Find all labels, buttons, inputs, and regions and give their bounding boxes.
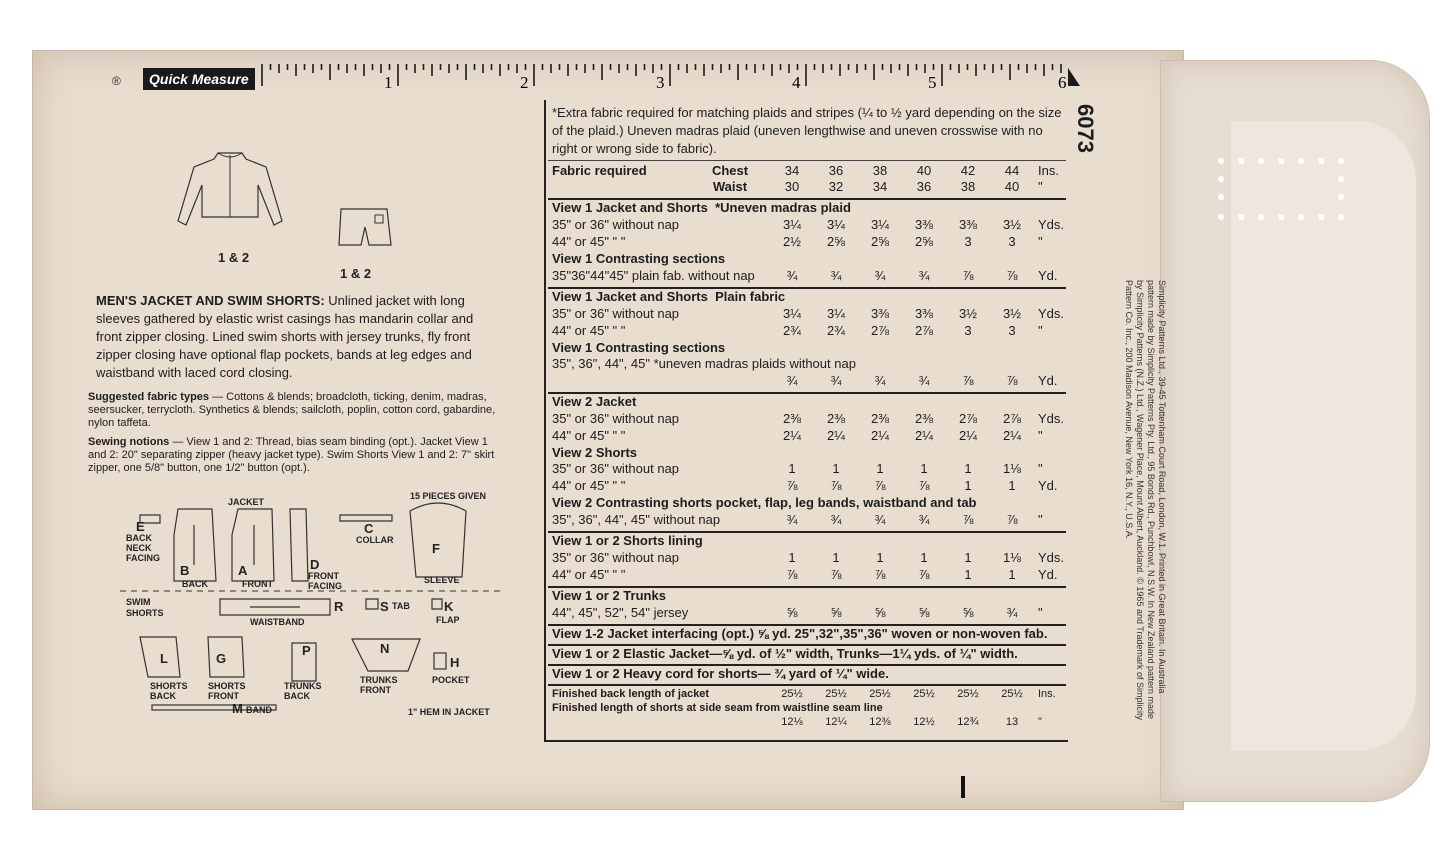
yardage-cell: 2¾ xyxy=(826,323,846,338)
length-cell: 25½ xyxy=(913,688,935,700)
length-cell: 12⅜ xyxy=(869,716,891,728)
row-label: 35" or 36" without nap xyxy=(552,411,680,426)
unit: Yds. xyxy=(1038,217,1065,232)
table-row xyxy=(552,234,1067,251)
row-label: 35", 36", 44", 45" without nap xyxy=(552,512,721,527)
yardage-cell: ⅝ xyxy=(918,605,930,620)
yardage-cell: 2⅝ xyxy=(870,234,890,249)
shorts-length-values xyxy=(552,716,1067,733)
row-label: 44" or 45" " " xyxy=(552,428,626,443)
table-row xyxy=(552,478,1067,495)
length-cell: 12½ xyxy=(913,716,935,728)
plain-fabric-label: Plain fabric xyxy=(715,289,786,304)
piece-G-label: SHORTS FRONT xyxy=(208,681,246,701)
fabric-notions xyxy=(88,391,498,481)
yardage-cell: 3¼ xyxy=(826,217,846,232)
perforation-hole xyxy=(1338,194,1344,200)
yardage-cell: 2⅞ xyxy=(870,323,890,338)
quick-measure-label: Quick Measure xyxy=(143,68,255,90)
jacket-view-label: 1 & 2 xyxy=(218,250,250,265)
yardage-cell: 3¼ xyxy=(870,217,890,232)
registered-mark: ® xyxy=(112,74,121,88)
piece-D: D xyxy=(310,557,320,572)
table-row xyxy=(552,605,1067,622)
view1-contrast2-heading: View 1 Contrasting sections xyxy=(552,340,726,355)
yardage-cell: ¾ xyxy=(918,373,930,388)
length-cell: 25½ xyxy=(1001,688,1023,700)
table-row xyxy=(552,567,1067,584)
yardage-cell: ⅞ xyxy=(1006,268,1018,283)
yardage-cell: ⅞ xyxy=(1006,373,1018,388)
publisher-text: Simplicity Patterns Ltd., 39-45 Tottenham Court Road, London, W.1. Printed in Great Britain. In Australia pattern made by Simplicity Patterns Pty. Ltd., 95 Bonds Rd., Punchbowl, N.S.W. In New Zealand pattern made by Simplicity Patterns (N.Z.) Ltd., Wagener Place, Mount Albert, Auckland. © 1965 and Trademark of Simplicity Pattern Co. Inc., 200 Madison Avenue, New York 16, N.Y., U.S.A. xyxy=(1124,280,1167,720)
fold-mark xyxy=(961,776,965,798)
unit: " xyxy=(1038,716,1042,728)
row-label: 35" or 36" without nap xyxy=(552,306,680,321)
trunks-heading: View 1 or 2 Trunks xyxy=(552,588,666,603)
yardage-cell: ¾ xyxy=(1006,605,1018,620)
perforation-hole xyxy=(1278,214,1284,220)
piece-F: F xyxy=(432,541,440,556)
unit: Yd. xyxy=(1038,268,1058,283)
yardage-cell: ¾ xyxy=(786,512,798,527)
yardage-cell: 1 xyxy=(788,461,796,476)
length-cell: 25½ xyxy=(825,688,847,700)
piece-S-label: TAB xyxy=(392,601,410,611)
yardage-cell: 1 xyxy=(876,461,884,476)
yardage-cell: 3½ xyxy=(1002,217,1022,232)
yardage-cell: ⅞ xyxy=(874,567,886,582)
shorts-length-label: Finished length of shorts at side seam from waistline seam line xyxy=(552,702,883,714)
unit: " xyxy=(1038,605,1043,620)
yardage-cell: ⅞ xyxy=(962,268,974,283)
yardage-cell: 3¼ xyxy=(782,217,802,232)
yardage-cell: ⅝ xyxy=(962,605,974,620)
yardage-cell: 2⅜ xyxy=(826,411,846,426)
yardage-cell: 1 xyxy=(1008,478,1016,493)
piece-P-label: TRUNKS BACK xyxy=(284,681,322,701)
fabric-required-label: Fabric required xyxy=(552,163,647,178)
yardage-cell: 3½ xyxy=(958,306,978,321)
yardage-cell: 1 xyxy=(1008,567,1016,582)
waist-label: Waist xyxy=(712,179,748,194)
unit: " xyxy=(1038,179,1043,194)
piece-L-label: SHORTS BACK xyxy=(150,681,188,701)
perforation-hole xyxy=(1258,214,1264,220)
length-cell: 13 xyxy=(1005,716,1019,728)
table-row xyxy=(552,323,1067,340)
yardage-cell: 3⅜ xyxy=(870,306,890,321)
yardage-cell: 1 xyxy=(964,550,972,565)
ruler-arrow-icon xyxy=(1068,68,1080,86)
ruler-number: 1 xyxy=(384,73,393,92)
yardage-cell: 3¼ xyxy=(826,306,846,321)
size-cell: 34 xyxy=(784,163,800,178)
unit: Yd. xyxy=(1038,567,1058,582)
unit: " xyxy=(1038,234,1043,249)
table-row xyxy=(552,356,1067,373)
yardage-cell: 1 xyxy=(964,461,972,476)
yardage-cell: 2¼ xyxy=(914,428,934,443)
yardage-cell: 1 xyxy=(964,478,972,493)
yardage-cell: ⅞ xyxy=(830,478,842,493)
description-body: Unlined jacket with long sleeves gathered by elastic wrist casings has mandarin collar and front zipper closing. Lined swim shorts with jersey trunks, fly front zipper closing have optional flap pockets, bands at leg edges and waistband with laced cord closing. xyxy=(96,293,474,380)
ruler-number: 2 xyxy=(520,73,529,92)
section-heading xyxy=(552,495,1067,512)
hem-note: 1" HEM IN JACKET xyxy=(408,707,490,717)
yardage-cell: 3⅜ xyxy=(958,217,978,232)
table-row xyxy=(552,411,1067,428)
size-cell: 34 xyxy=(872,179,888,194)
view1-jacket-shorts-heading: View 1 Jacket and Shorts xyxy=(552,200,708,215)
notions-body: — View 1 and 2: Thread, bias seam binding (opt.). Jacket View 1 and 2: 20" separating zipper (heavy jacket type). Swim Shorts View 1 and 2: 7" skirt zipper, one 5/8" button, one 1/2" button (opt.). xyxy=(88,436,495,474)
yardage-cell: 3⅜ xyxy=(914,217,934,232)
chest-label: Chest xyxy=(711,163,749,178)
table-row xyxy=(552,550,1067,567)
perforation-hole xyxy=(1238,158,1244,164)
piece-R: R xyxy=(334,599,344,614)
pattern-number xyxy=(1068,100,1098,170)
yardage-cell: 1 xyxy=(788,550,796,565)
shorts-view-label: 1 & 2 xyxy=(340,266,372,281)
ruler-number: 3 xyxy=(656,73,665,92)
length-cell: 25½ xyxy=(781,688,803,700)
size-cell: 38 xyxy=(872,163,888,178)
perforation-hole xyxy=(1278,158,1284,164)
piece-A: A xyxy=(238,563,248,578)
unit: Yds. xyxy=(1038,306,1065,321)
perforation-hole xyxy=(1258,158,1264,164)
size-cell: 40 xyxy=(1004,179,1020,194)
yardage-cell: ⅞ xyxy=(786,478,798,493)
yardage-cell: 1 xyxy=(876,550,884,565)
row-label: 35", 36", 44", 45" *uneven madras plaids without nap xyxy=(552,356,856,371)
view2-shorts-heading: View 2 Shorts xyxy=(552,445,638,460)
row-label: 44", 45", 52", 54" jersey xyxy=(552,605,689,620)
fabric-types-body: — Cottons & blends; broadcloth, ticking, denim, madras, seersucker, terrycloth. Synthetics & blends; sailcloth, poplin, cotton cord, gabardine, nylon taffeta. xyxy=(88,391,496,429)
elastic-text: View 1 or 2 Elastic Jacket—⅝ yd. of ½" width, Trunks—1¼ yds. of ¼" width. xyxy=(552,646,1018,661)
cord-row xyxy=(552,666,1067,683)
view2-contrast-heading: View 2 Contrasting shorts pocket, flap, leg bands, waistband and tab xyxy=(552,495,977,510)
waist-row xyxy=(552,179,1067,196)
yardage-cell: 3 xyxy=(964,234,972,249)
piece-G: G xyxy=(216,651,227,666)
table-row xyxy=(552,373,1067,390)
perforation-hole xyxy=(1338,214,1344,220)
row-label: 35" or 36" without nap xyxy=(552,550,680,565)
perforation-hole xyxy=(1238,214,1244,220)
back-length-label: Finished back length of jacket xyxy=(552,688,710,700)
yardage-cell: ¾ xyxy=(786,268,798,283)
yardage-cell: 2¼ xyxy=(782,428,802,443)
table-row xyxy=(552,268,1067,285)
yardage-cell: ⅞ xyxy=(830,567,842,582)
unit: " xyxy=(1038,512,1043,527)
perforation-hole xyxy=(1318,158,1324,164)
section-heading xyxy=(552,340,1067,357)
yardage-cell: 2⅜ xyxy=(870,411,890,426)
row-label: 44" or 45" " " xyxy=(552,478,626,493)
yardage-cell: ⅞ xyxy=(918,478,930,493)
yardage-cell: ⅞ xyxy=(962,512,974,527)
perforation-hole xyxy=(1298,158,1304,164)
yardage-cell: 1 xyxy=(964,567,972,582)
perforation-hole xyxy=(1218,194,1224,200)
yardage-cell: 2¼ xyxy=(958,428,978,443)
yardage-cell: ⅞ xyxy=(874,478,886,493)
size-cell: 40 xyxy=(916,163,932,178)
yardage-cell: ⅞ xyxy=(918,567,930,582)
uneven-plaid-note: *Uneven madras plaid xyxy=(715,200,851,215)
piece-S: S xyxy=(380,599,389,614)
piece-swim-heading: SWIM SHORTS xyxy=(126,597,164,618)
yardage-cell: 2⅞ xyxy=(1002,411,1022,426)
perforation-hole xyxy=(1218,176,1224,182)
notions-title: Sewing notions xyxy=(88,436,170,448)
piece-D-label: FRONT FACING xyxy=(308,571,343,591)
yardage-cell: ⅞ xyxy=(962,373,974,388)
piece-M: M xyxy=(232,701,243,716)
yardage-cell: 3 xyxy=(1008,323,1016,338)
size-cell: 32 xyxy=(828,179,844,194)
yardage-cell: 1⅛ xyxy=(1002,550,1022,565)
description-title: MEN'S JACKET AND SWIM SHORTS: xyxy=(96,293,325,308)
unit: " xyxy=(1038,461,1043,476)
yardage-cell: 1 xyxy=(920,461,928,476)
yardage-cell: 1 xyxy=(920,550,928,565)
length-cell: 12¼ xyxy=(825,716,847,728)
table-row xyxy=(552,512,1067,529)
yardage-cell: 2¼ xyxy=(826,428,846,443)
yardage-cell: ¾ xyxy=(874,373,886,388)
length-cell: 12⅛ xyxy=(781,716,803,728)
yardage-cell: ¾ xyxy=(918,512,930,527)
piece-H: H xyxy=(450,655,460,670)
table-row xyxy=(552,428,1067,445)
unit: Yd. xyxy=(1038,478,1058,493)
piece-F-label: SLEEVE xyxy=(424,575,460,585)
yardage-cell: 2⅜ xyxy=(914,411,934,426)
unit: Ins. xyxy=(1038,688,1056,700)
length-cell: 25½ xyxy=(957,688,979,700)
piece-R-label: WAISTBAND xyxy=(250,617,305,627)
yardage-cell: ¾ xyxy=(874,512,886,527)
row-label: 35" or 36" without nap xyxy=(552,217,680,232)
yardage-cell: ¾ xyxy=(786,373,798,388)
table-row xyxy=(552,217,1067,234)
section-heading xyxy=(552,200,1067,217)
perforation-hole xyxy=(1318,214,1324,220)
yardage-cell: 2⅝ xyxy=(914,234,934,249)
row-label: 35" or 36" without nap xyxy=(552,461,680,476)
piece-L: L xyxy=(160,651,168,666)
piece-E-label: BACK NECK FACING xyxy=(126,533,161,563)
fabric-types-title: Suggested fabric types xyxy=(88,391,210,403)
piece-given-count: 15 PIECES GIVEN xyxy=(410,491,487,501)
pattern-pieces-diagram xyxy=(120,491,500,725)
perforation-hole xyxy=(1338,176,1344,182)
yardage-cell: 3⅜ xyxy=(914,306,934,321)
size-cell: 38 xyxy=(960,179,976,194)
yardage-cell: ¾ xyxy=(830,373,842,388)
size-cell: 44 xyxy=(1004,163,1020,178)
size-cell: 42 xyxy=(960,163,976,178)
yardage-cell: ⅝ xyxy=(874,605,886,620)
yardage-cell: 2¼ xyxy=(1002,428,1022,443)
divider xyxy=(548,160,1066,161)
piece-H-label: POCKET xyxy=(432,675,470,685)
yardage-cell: ⅝ xyxy=(786,605,798,620)
interfacing-row xyxy=(552,626,1067,643)
pattern-description xyxy=(96,292,496,382)
size-cell: 36 xyxy=(916,179,932,194)
yardage-cell: 1 xyxy=(832,461,840,476)
view1-plain-heading: View 1 Jacket and Shorts xyxy=(552,289,708,304)
yardage-cell: 2½ xyxy=(782,234,802,249)
perforation-hole xyxy=(1298,214,1304,220)
piece-E: E xyxy=(136,519,145,534)
size-cell: 30 xyxy=(784,179,800,194)
length-cell: 12¾ xyxy=(957,716,979,728)
interfacing-text: View 1-2 Jacket interfacing (opt.) ⅝ yd. 25",32",35",36" woven or non-woven fab. xyxy=(552,626,1048,641)
perforation-hole xyxy=(1338,158,1344,164)
yardage-cell: 2¼ xyxy=(870,428,890,443)
section-heading xyxy=(552,533,1067,550)
plaid-note: *Extra fabric required for matching plaids and stripes (¼ to ½ yard depending on the size of the plaid.) Uneven madras plaid (uneven lengthwise and uneven crosswise with no right or wrong side to fabric). xyxy=(552,105,1062,156)
section-heading xyxy=(552,588,1067,605)
row-label: 44" or 45" " " xyxy=(552,323,626,338)
yardage-cell: 2⅝ xyxy=(826,234,846,249)
piece-N-label: TRUNKS FRONT xyxy=(360,675,398,695)
piece-A-label: FRONT xyxy=(242,579,273,589)
yardage-cell: 3½ xyxy=(1002,306,1022,321)
unit: Yd. xyxy=(1038,373,1058,388)
unit: Yds. xyxy=(1038,411,1065,426)
row-label: 35"36"44"45" plain fab. without nap xyxy=(552,268,755,283)
view1-contrast-heading: View 1 Contrasting sections xyxy=(552,251,726,266)
lining-heading: View 1 or 2 Shorts lining xyxy=(552,533,703,548)
section-heading xyxy=(552,251,1067,268)
section-heading xyxy=(552,394,1067,411)
piece-C: C xyxy=(364,521,374,536)
ruler-number: 4 xyxy=(792,73,801,92)
yardage-cell: 1⅛ xyxy=(1002,461,1022,476)
piece-M-label: BAND xyxy=(246,705,272,715)
piece-jacket-heading: JACKET xyxy=(228,497,265,507)
divider xyxy=(548,684,1066,686)
jacket-sketch xyxy=(170,145,290,237)
table-row xyxy=(552,461,1067,478)
measure-ruler xyxy=(262,62,1080,92)
yardage-cell: ⅝ xyxy=(830,605,842,620)
fabric-requirement-table xyxy=(544,100,1068,742)
piece-K: K xyxy=(444,599,454,614)
ruler-number: 6 xyxy=(1058,73,1067,92)
section-heading xyxy=(552,445,1067,462)
piece-B: B xyxy=(180,563,190,578)
piece-C-label: COLLAR xyxy=(356,535,394,545)
size-cell: 36 xyxy=(828,163,844,178)
piece-K-label: FLAP xyxy=(436,615,460,625)
perforation-hole xyxy=(1218,214,1224,220)
publisher-imprint xyxy=(1082,280,1167,720)
unit: " xyxy=(1038,428,1043,443)
view2-jacket-heading: View 2 Jacket xyxy=(552,394,637,409)
yardage-cell: 2⅜ xyxy=(782,411,802,426)
yardage-cell: 2¾ xyxy=(782,323,802,338)
envelope-flap xyxy=(1160,60,1430,802)
yardage-cell: ¾ xyxy=(830,268,842,283)
yardage-cell: 2⅞ xyxy=(914,323,934,338)
yardage-cell: ⅞ xyxy=(786,567,798,582)
shorts-sketch xyxy=(335,205,395,250)
elastic-row xyxy=(552,646,1067,663)
svg-text:6073: 6073 xyxy=(1073,104,1098,153)
section-heading xyxy=(552,289,1067,306)
perforation-hole xyxy=(1218,158,1224,164)
unit: " xyxy=(1038,323,1043,338)
yardage-cell: 2⅞ xyxy=(958,411,978,426)
yardage-cell: ¾ xyxy=(830,512,842,527)
row-label: 44" or 45" " " xyxy=(552,567,626,582)
chest-row xyxy=(552,163,1067,180)
ruler-number: 5 xyxy=(928,73,937,92)
piece-P: P xyxy=(302,643,311,658)
yardage-cell: 3 xyxy=(1008,234,1016,249)
yardage-cell: 3¼ xyxy=(782,306,802,321)
yardage-cell: ¾ xyxy=(918,268,930,283)
row-label: 44" or 45" " " xyxy=(552,234,626,249)
piece-N: N xyxy=(380,641,390,656)
table-row xyxy=(552,306,1067,323)
yardage-cell: 1 xyxy=(832,550,840,565)
yardage-cell: ⅞ xyxy=(1006,512,1018,527)
yardage-cell: ¾ xyxy=(874,268,886,283)
unit: Ins. xyxy=(1038,163,1059,178)
cord-text: View 1 or 2 Heavy cord for shorts— ¾ yard of ¼" wide. xyxy=(552,666,889,681)
length-cell: 25½ xyxy=(869,688,891,700)
piece-B-label: BACK xyxy=(182,579,208,589)
unit: Yds. xyxy=(1038,550,1065,565)
yardage-cell: 3 xyxy=(964,323,972,338)
